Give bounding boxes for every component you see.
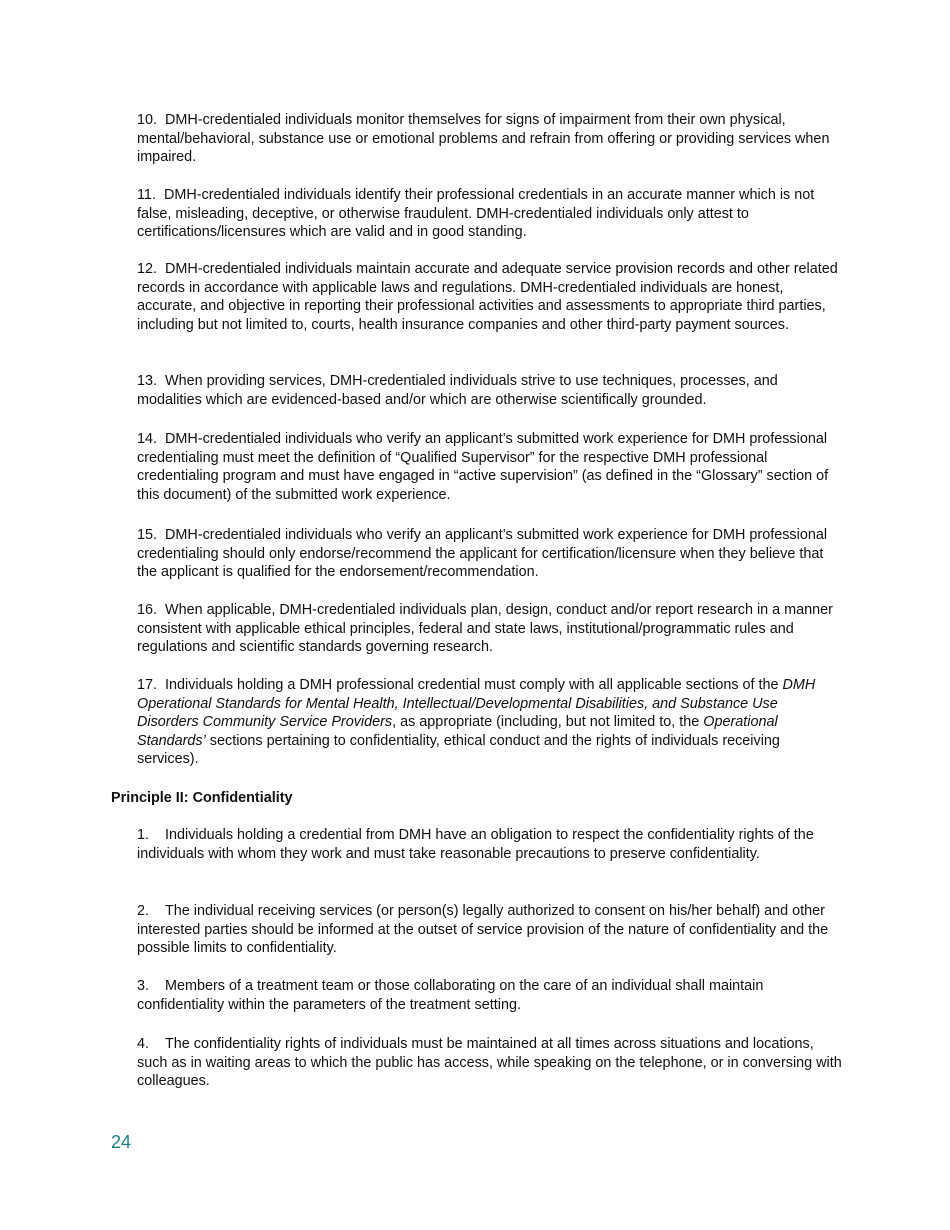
paragraph-text: DMH-credentialed individuals who verify an applicant’s submitted work experience for DMH professional credentialing must meet the definition of “Qualified Supervisor” for the respective DMH professional credentialing program and must have engaged in “active supervision” (as defined in the “Glossary” section of this document) of the submitted work experience. xyxy=(137,431,829,503)
paragraph-number: 16. xyxy=(137,602,158,618)
paragraph-number: 4. xyxy=(137,1036,150,1052)
paragraph-text: sections pertaining to confidentiality, ethical conduct and the rights of individuals receiving services). xyxy=(137,732,780,767)
standards-title: DMH Operational Standards for Mental Health, Intellectual/Developmental Disabilities, and Substance Use Disorders Community Service Providers xyxy=(137,677,816,730)
paragraph-number: 15. xyxy=(137,527,158,543)
paragraph-17 xyxy=(137,676,843,769)
paragraph-14 xyxy=(137,430,843,504)
paragraph-text: When providing services, DMH-credentialed individuals strive to use techniques, processes, and modalities which are evidenced-based and/or which are otherwise scientifically grounded. xyxy=(137,373,778,408)
page-number: 24 xyxy=(111,1132,132,1152)
paragraph-text: DMH-credentialed individuals identify their professional credentials in an accurate manner which is not false, misleading, deceptive, or otherwise fraudulent. DMH-credentialed individuals only attest to certifications/licensures which are valid and in good standing. xyxy=(137,187,815,240)
paragraph-text: DMH-credentialed individuals maintain accurate and adequate service provision records and other related records in accordance with applicable laws and regulations. DMH-credentialed individuals are honest, accurate, and objective in reporting their professional activities and assessments to appropriate third parties, including but not limited to, courts, health insurance companies and other third-party payment sources. xyxy=(137,261,838,333)
paragraph-text: Members of a treatment team or those collaborating on the care of an individual shall maintain confidentiality within the parameters of the treatment setting. xyxy=(137,978,764,1013)
paragraph-number: 17. xyxy=(137,677,158,693)
paragraph-10 xyxy=(137,111,843,167)
paragraph-11 xyxy=(137,186,843,242)
confidentiality-paragraph-1 xyxy=(137,826,843,863)
paragraph-number: 10. xyxy=(137,112,158,128)
paragraph-number: 13. xyxy=(137,373,158,389)
principle-ii-heading: Principle II: Confidentiality xyxy=(111,790,293,806)
paragraph-text: , as appropriate (including, but not limited to, the xyxy=(392,714,704,730)
paragraph-13 xyxy=(137,372,843,409)
paragraph-number: 11. xyxy=(137,187,156,203)
paragraph-number: 14. xyxy=(137,431,158,447)
paragraph-text: DMH-credentialed individuals who verify an applicant’s submitted work experience for DMH professional credentialing should only endorse/recommend the applicant for certification/licensure when they believe that the applicant is qualified for the endorsement/recommendation. xyxy=(137,527,828,580)
confidentiality-paragraph-4 xyxy=(137,1035,843,1091)
paragraph-text: When applicable, DMH-credentialed individuals plan, design, conduct and/or report research in a manner consistent with applicable ethical principles, federal and state laws, institutional/programmatic rules and regulations and scientific standards governing research. xyxy=(137,602,833,655)
paragraph-number: 3. xyxy=(137,978,150,994)
paragraph-text: Individuals holding a credential from DMH have an obligation to respect the confidentiality rights of the individuals with whom they work and must take reasonable precautions to preserve confidentiality. xyxy=(137,827,814,862)
paragraph-12 xyxy=(137,260,843,334)
paragraph-text: Individuals holding a DMH professional credential must comply with all applicable sections of the xyxy=(165,677,783,693)
paragraph-16 xyxy=(137,601,843,657)
paragraph-number: 12. xyxy=(137,261,158,277)
paragraph-number: 2. xyxy=(137,903,150,919)
paragraph-text: DMH-credentialed individuals monitor themselves for signs of impairment from their own physical, mental/behavioral, substance use or emotional problems and refrain from offering or providing services when impaired. xyxy=(137,112,830,165)
confidentiality-paragraph-3 xyxy=(137,977,843,1014)
standards-reference: Operational Standards’ xyxy=(137,714,778,749)
paragraph-text: The individual receiving services (or person(s) legally authorized to consent on his/her behalf) and other interested parties should be informed at the outset of service provision of the nature of confidentiality and the possible limits to confidentiality. xyxy=(137,903,829,956)
paragraph-number: 1. xyxy=(137,827,150,843)
paragraph-15 xyxy=(137,526,843,582)
confidentiality-paragraph-2 xyxy=(137,902,843,958)
paragraph-text: The confidentiality rights of individuals must be maintained at all times across situations and locations, such as in waiting areas to which the public has access, while speaking on the telephone, or in conversing with colleagues. xyxy=(137,1036,842,1089)
